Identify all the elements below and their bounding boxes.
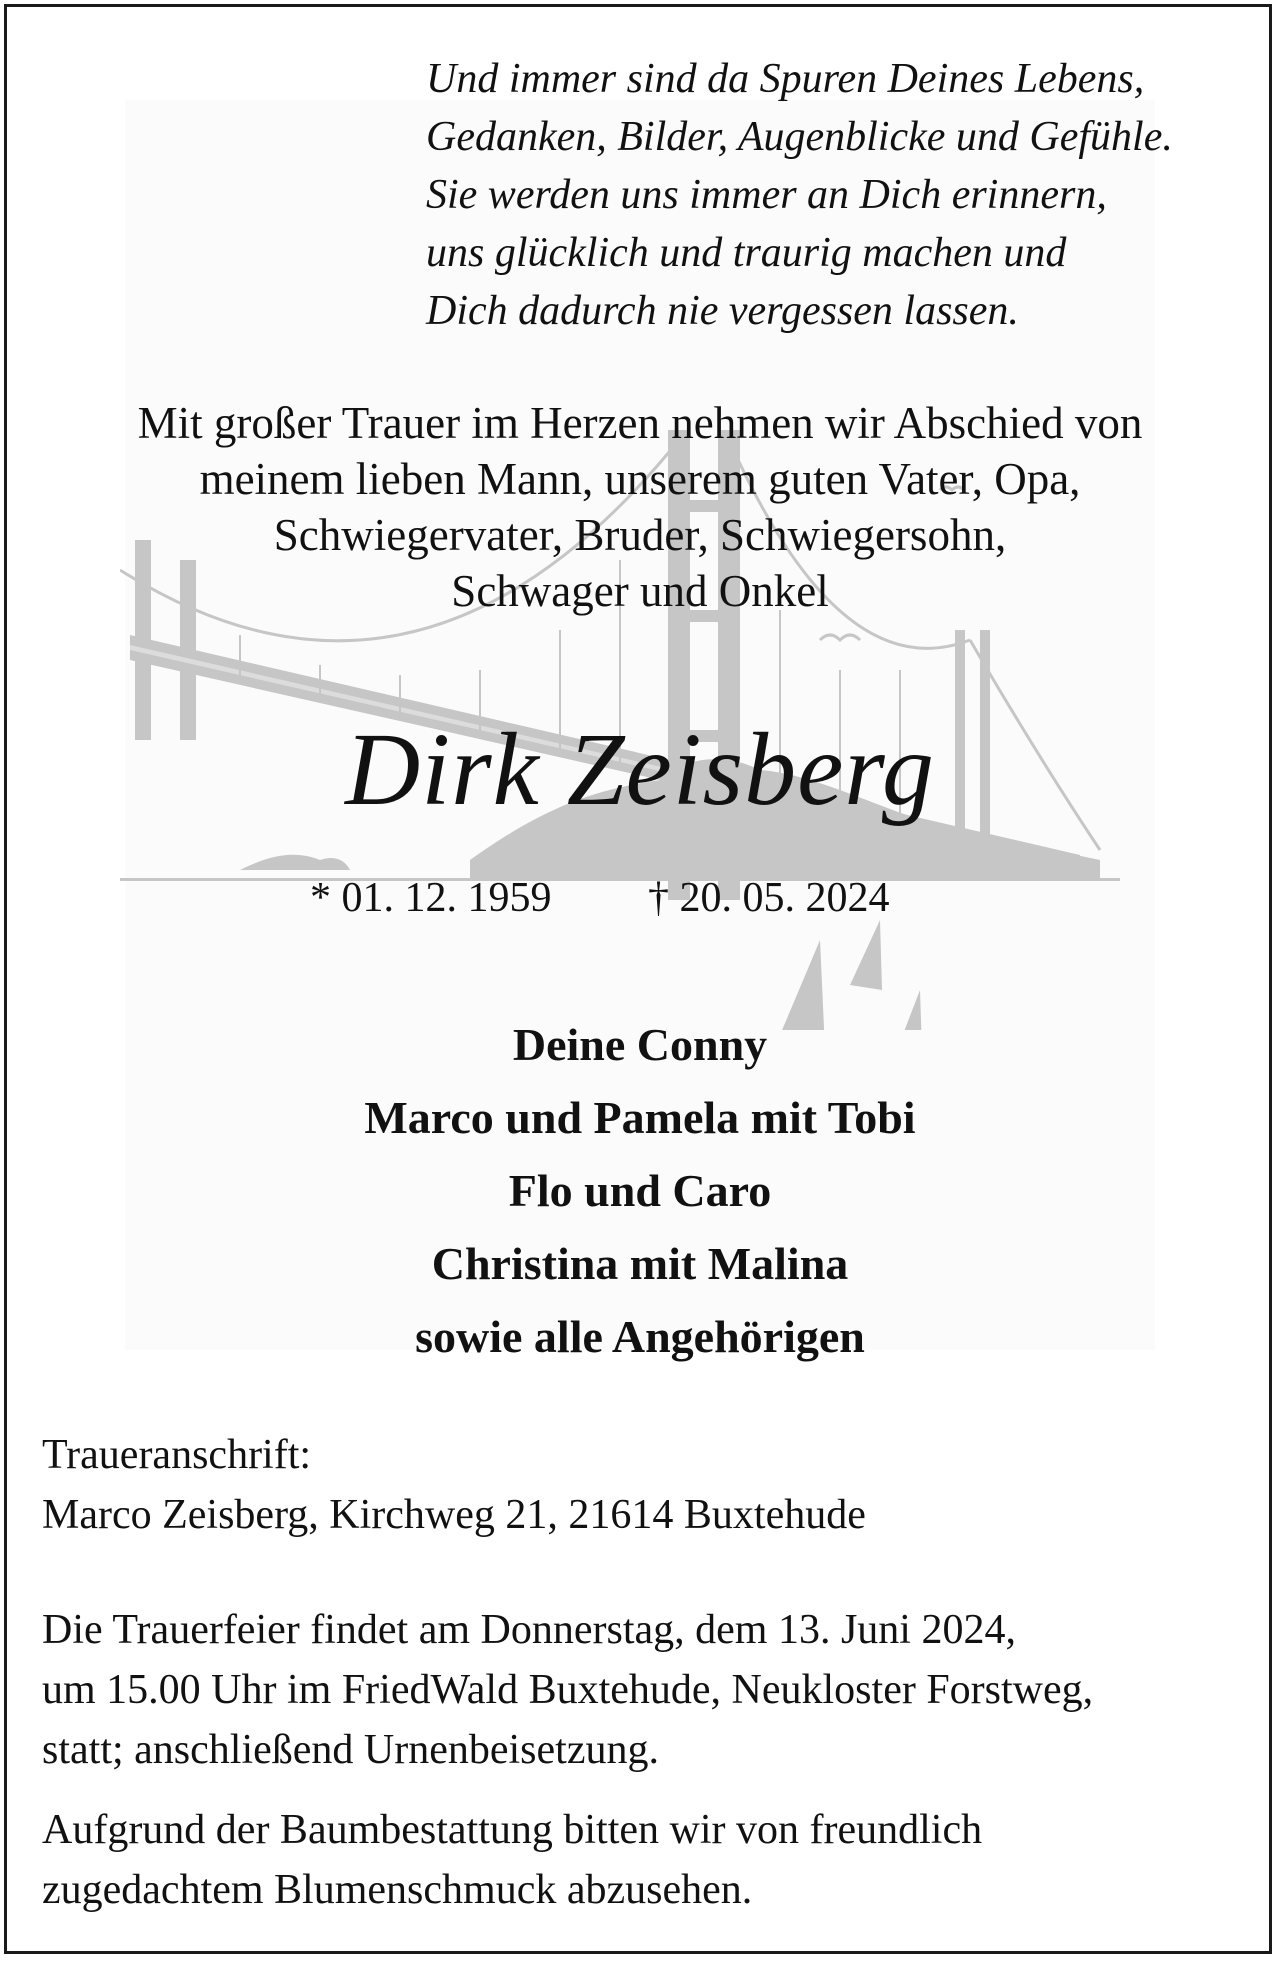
ceremony-line: statt; anschließend Urnenbeisetzung. <box>42 1727 659 1773</box>
ceremony-line: um 15.00 Uhr im FriedWald Buxtehude, Neukloster Forstweg, <box>42 1667 1094 1713</box>
poem-line: Dich dadurch nie vergessen lassen. <box>426 288 1019 334</box>
deceased-name: Dirk Zeisberg <box>345 712 935 827</box>
mourning-address <box>42 1425 866 1545</box>
poem <box>426 50 1266 340</box>
intro-line: meinem lieben Mann, unserem guten Vater, Opa, <box>199 454 1081 504</box>
family-line: sowie alle Angehörigen <box>415 1311 865 1362</box>
poem-line: Sie werden uns immer an Dich erinnern, <box>426 172 1107 218</box>
poem-line: Gedanken, Bilder, Augenblicke und Gefühle. <box>426 114 1173 160</box>
family-line: Marco und Pamela mit Tobi <box>364 1092 916 1143</box>
family-signatures <box>0 1008 1280 1373</box>
address-label: Traueranschrift: <box>42 1432 312 1478</box>
flower-note <box>42 1800 982 1920</box>
note-line: Aufgrund der Baumbestattung bitten wir von freundlich <box>42 1807 983 1853</box>
poem-line: Und immer sind da Spuren Deines Lebens, <box>426 56 1145 102</box>
intro-line: Schwiegervater, Bruder, Schwiegersohn, <box>273 510 1007 560</box>
family-line: Christina mit Malina <box>431 1238 849 1289</box>
note-line: zugedachtem Blumenschmuck abzusehen. <box>42 1867 753 1913</box>
address-value: Marco Zeisberg, Kirchweg 21, 21614 Buxtehude <box>42 1492 866 1538</box>
intro-line: Mit großer Trauer im Herzen nehmen wir Abschied von <box>137 398 1143 448</box>
poem-line: uns glücklich und traurig machen und <box>426 230 1067 276</box>
birth-date: * 01. 12. 1959 <box>310 875 552 921</box>
ceremony-line: Die Trauerfeier findet am Donnerstag, dem 13. Juni 2024, <box>42 1607 1016 1653</box>
family-line: Deine Conny <box>512 1019 768 1070</box>
death-date: † 20. 05. 2024 <box>648 875 890 921</box>
intro-line: Schwager und Onkel <box>451 566 829 616</box>
family-line: Flo und Caro <box>508 1165 772 1216</box>
ceremony-info <box>42 1600 1093 1780</box>
intro-text <box>40 395 1240 619</box>
life-dates <box>310 872 890 924</box>
